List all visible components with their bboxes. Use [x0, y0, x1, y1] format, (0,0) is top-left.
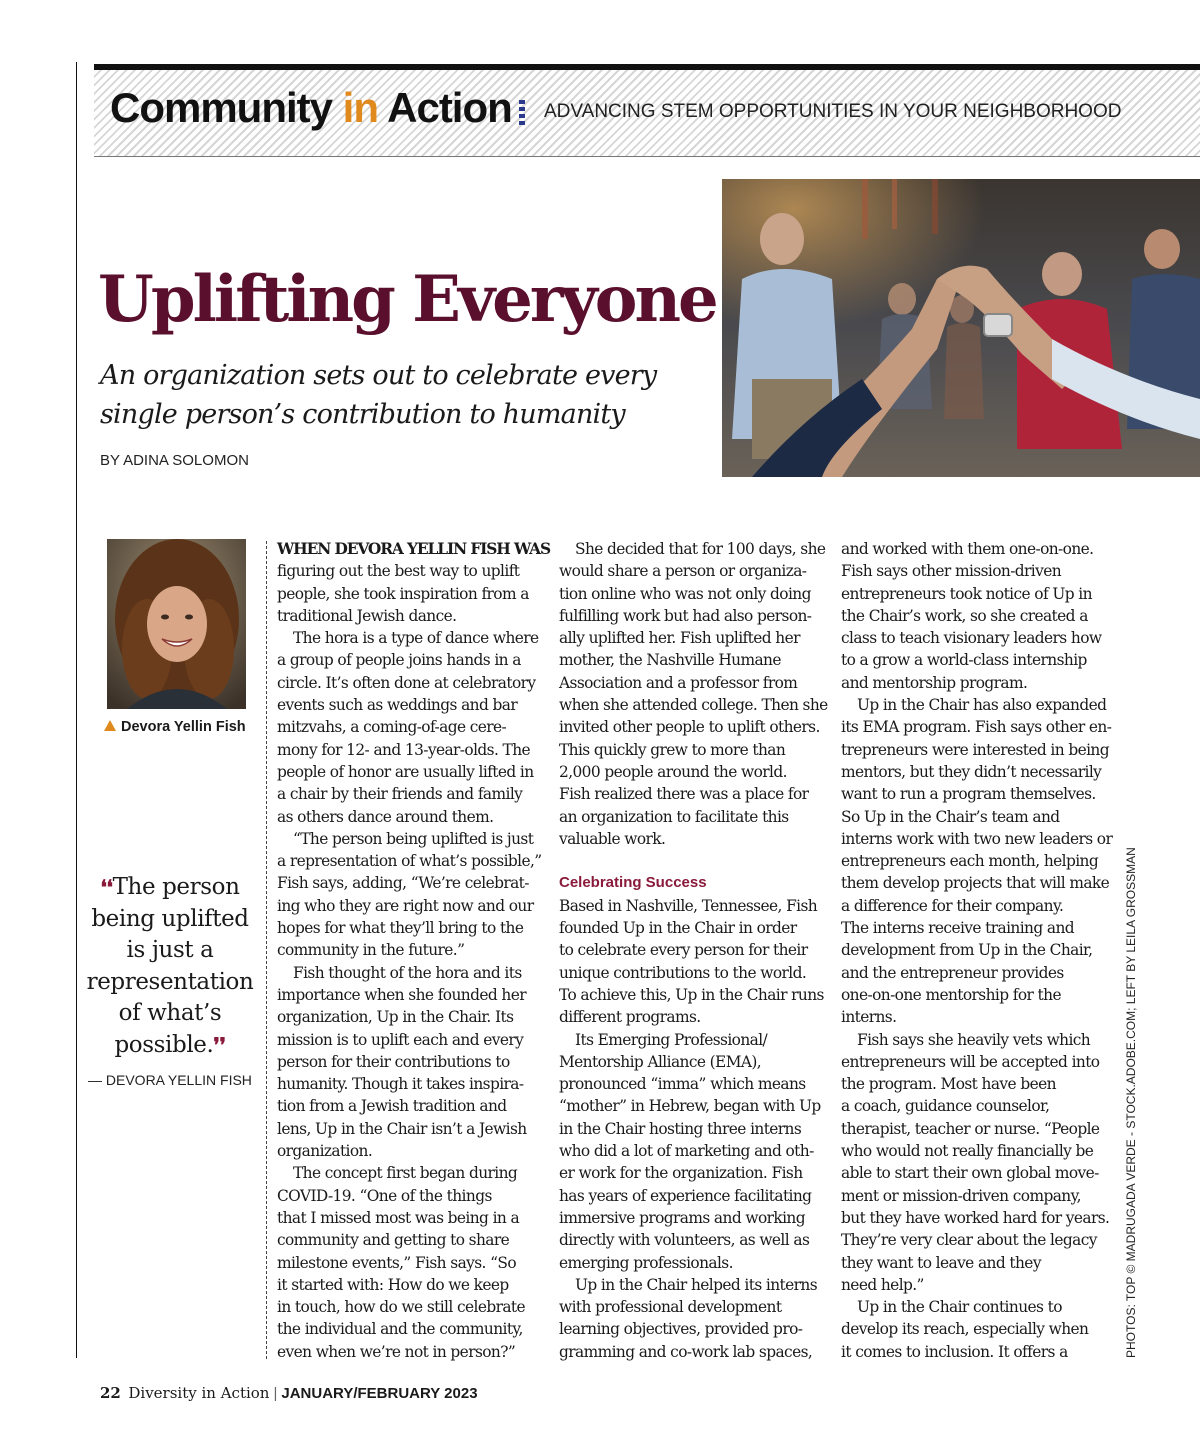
column-dashed-rule: [266, 541, 267, 1359]
body-line: it comes to inclusion. It offers a: [841, 1342, 1068, 1361]
body-line: er work for the organization. Fish: [559, 1164, 803, 1183]
magazine-name: Diversity in Action: [128, 1384, 270, 1402]
body-line: The interns receive training and: [841, 919, 1075, 938]
page-number: 22: [100, 1384, 121, 1402]
body-line: different programs.: [559, 1008, 701, 1027]
body-line: immersive programs and working: [559, 1208, 805, 1227]
body-line: Up in the Chair helped its interns: [575, 1275, 818, 1294]
footer-divider: |: [273, 1385, 278, 1402]
body-line: learning objectives, provided pro-: [559, 1320, 803, 1339]
body-line: Fish thought of the hora and its: [293, 963, 522, 982]
body-line: fulfilling work but had also person-: [559, 606, 812, 625]
body-line: She decided that for 100 days, she: [575, 540, 826, 558]
dek-line-1: An organization sets out to celebrate every: [100, 360, 657, 391]
article-dek: [100, 356, 700, 434]
body-line: emerging professionals.: [559, 1253, 733, 1272]
subhead-celebrating-success: Celebrating Success: [559, 874, 707, 892]
body-line: that I missed most was being in a: [277, 1208, 520, 1227]
article-byline: BY ADINA SOLOMON: [100, 452, 249, 469]
body-line: interns.: [841, 1008, 897, 1027]
body-line: mony for 12- and 13-year-olds. The: [277, 740, 531, 759]
body-column-3: [841, 538, 1113, 1363]
body-line: 2,000 people around the world.: [559, 762, 787, 781]
body-line: To achieve this, Up in the Chair runs: [559, 985, 824, 1004]
body-line: entrepreneurs took notice of Up in: [841, 584, 1092, 603]
body-line: events such as weddings and bar: [277, 696, 518, 715]
body-line: one-on-one mentorship for the: [841, 985, 1061, 1004]
body-line: ment or mission-driven company,: [841, 1186, 1081, 1205]
portrait-photo: [107, 539, 246, 709]
body-line: and mentorship program.: [841, 673, 1028, 692]
body-line: person for their contributions to: [277, 1052, 510, 1071]
body-column-2: [559, 538, 828, 1363]
hero-photo-image: [722, 179, 1200, 477]
body-line: Fish says she heavily vets which: [857, 1030, 1091, 1049]
body-line: traditional Jewish dance.: [277, 606, 457, 625]
photo-credit: PHOTOS: TOP © MADRUGADA VERDE - STOCK.ADOBE.COM; LEFT BY LEILA GROSSMAN: [1124, 847, 1138, 1358]
body-line: directly with volunteers, as well as: [559, 1231, 810, 1250]
body-line: entrepreneurs will be accepted into: [841, 1052, 1100, 1071]
body-line: who did a lot of marketing and oth-: [559, 1142, 814, 1161]
body-line: organization, Up in the Chair. Its: [277, 1008, 514, 1027]
body-line: ally uplifted her. Fish uplifted her: [559, 629, 800, 648]
body-line: to celebrate every person for their: [559, 941, 808, 960]
triangle-icon: [104, 720, 116, 731]
section-subtitle: ADVANCING STEM OPPORTUNITIES IN YOUR NEIGHBORHOOD: [544, 101, 1122, 122]
pull-quote-attribution: — DEVORA YELLIN FISH: [88, 1072, 252, 1088]
body-line: Based in Nashville, Tennessee, Fish: [559, 896, 818, 915]
body-line: Fish says other mission-driven: [841, 562, 1062, 581]
open-quote-icon: ❛❛: [100, 875, 113, 899]
body-line: people of honor are usually lifted in: [277, 762, 534, 781]
body-line: who would not really financially be: [841, 1142, 1094, 1161]
paragraph-gap: [559, 850, 823, 872]
body-line: with professional development: [559, 1298, 782, 1317]
body-line: Mentorship Alliance (EMA),: [559, 1052, 762, 1071]
body-line: mitzvahs, a coming-of-age cere-: [277, 718, 507, 737]
body-line: a group of people joins hands in a: [277, 651, 521, 670]
body-line: them develop projects that will make: [841, 874, 1110, 893]
body-line: want to run a program themselves.: [841, 785, 1096, 804]
body-line: need help.”: [841, 1275, 924, 1294]
page-left-rule: [76, 62, 77, 1358]
body-line: but they have worked hard for years.: [841, 1208, 1110, 1227]
article-headline: Uplifting Everyone: [98, 262, 716, 337]
body-line: a chair by their friends and family: [277, 785, 523, 804]
body-line: founded Up in the Chair in order: [559, 919, 797, 938]
body-line: ing who they are right now and our: [277, 896, 534, 915]
body-line: The hora is a type of dance where: [293, 629, 539, 648]
body-line: So Up in the Chair’s team and: [841, 807, 1060, 826]
body-line: interns work with two new leaders or: [841, 829, 1113, 848]
section-title: [110, 84, 512, 132]
body-line: and worked with them one-on-one.: [841, 540, 1094, 558]
body-line: the individual and the community,: [277, 1320, 523, 1339]
body-line: Association and a professor from: [559, 673, 798, 692]
body-line: a representation of what’s possible,”: [277, 852, 542, 871]
body-line: milestone events,” Fish says. “So: [277, 1253, 517, 1272]
body-line: in touch, how do we still celebrate: [277, 1298, 526, 1317]
body-line: the Chair’s work, so she created a: [841, 606, 1088, 625]
body-line: develop its reach, especially when: [841, 1320, 1089, 1339]
body-line: WHEN DEVORA YELLIN FISH WAS: [277, 540, 551, 558]
page-footer: [100, 1384, 478, 1403]
body-line: They’re very clear about the legacy: [841, 1231, 1097, 1250]
section-divider-dots: [519, 100, 525, 126]
body-line: pronounced “imma” which means: [559, 1075, 806, 1094]
body-line: importance when she founded her: [277, 985, 526, 1004]
close-quote-icon: ❜❜: [213, 1032, 226, 1057]
body-line: humanity. Though it takes inspira-: [277, 1075, 524, 1094]
pull-quote: [82, 872, 258, 1061]
body-line: “mother” in Hebrew, began with Up: [559, 1097, 821, 1116]
body-line: valuable work.: [559, 829, 666, 848]
body-line: the program. Most have been: [841, 1075, 1056, 1094]
portrait-caption-text: Devora Yellin Fish: [121, 719, 246, 735]
body-line: Up in the Chair has also expanded: [857, 696, 1107, 715]
body-line: mother, the Nashville Humane: [559, 651, 781, 670]
body-line: “The person being uplifted is just: [293, 829, 534, 848]
body-line: even when we’re not in person?”: [277, 1342, 516, 1361]
body-line: would share a person or organiza-: [559, 562, 807, 581]
body-line: hopes for what they’ll bring to the: [277, 919, 524, 938]
body-line: community in the future.”: [277, 941, 465, 960]
body-line: a difference for their company.: [841, 896, 1064, 915]
body-line: This quickly grew to more than: [559, 740, 786, 759]
body-line: community and getting to share: [277, 1231, 510, 1250]
body-line: Up in the Chair continues to: [857, 1298, 1062, 1317]
body-line: class to teach visionary leaders how: [841, 629, 1102, 648]
body-line: mission is to uplift each and every: [277, 1030, 524, 1049]
section-title-accent: in: [342, 84, 378, 131]
body-line: a coach, guidance counselor,: [841, 1097, 1050, 1116]
body-line: they want to leave and they: [841, 1253, 1041, 1272]
section-title-part2: Action: [387, 84, 512, 131]
section-title-part1: Community: [110, 84, 332, 131]
body-line: figuring out the best way to uplift: [277, 562, 520, 581]
pull-quote-text: The person being uplifted is just a representation of what’s possible.: [86, 874, 254, 1058]
body-column-1: [277, 538, 551, 1363]
body-line: Fish says, adding, “We’re celebrat-: [277, 874, 529, 893]
portrait-photo-image: [107, 539, 246, 709]
body-line: an organization to facilitate this: [559, 807, 789, 826]
body-line: invited other people to uplift others.: [559, 718, 820, 737]
body-line: people, she took inspiration from a: [277, 584, 529, 603]
body-line: entrepreneurs each month, helping: [841, 852, 1099, 871]
body-line: in the Chair hosting three interns: [559, 1119, 802, 1138]
body-line: able to start their own global move-: [841, 1164, 1099, 1183]
body-line: tion online who was not only doing: [559, 584, 811, 603]
body-line: its EMA program. Fish says other en-: [841, 718, 1112, 737]
body-line: trepreneurs were interested in being: [841, 740, 1109, 759]
body-line: therapist, teacher or nurse. “People: [841, 1119, 1100, 1138]
body-line: Fish realized there was a place for: [559, 785, 809, 804]
portrait-caption: [104, 719, 246, 735]
body-line: it started with: How do we keep: [277, 1275, 509, 1294]
hero-photo: [722, 179, 1200, 477]
body-line: as others dance around them.: [277, 807, 494, 826]
body-line: Its Emerging Professional/: [575, 1030, 768, 1049]
body-line: and the entrepreneur provides: [841, 963, 1064, 982]
body-line: has years of experience facilitating: [559, 1186, 812, 1205]
body-line: gramming and co-work lab spaces,: [559, 1342, 813, 1361]
body-line: COVID-19. “One of the things: [277, 1186, 492, 1205]
body-line: development from Up in the Chair,: [841, 941, 1093, 960]
body-line: tion from a Jewish tradition and: [277, 1097, 507, 1116]
body-line: The concept first began during: [293, 1164, 518, 1183]
body-line: unique contributions to the world.: [559, 963, 807, 982]
issue-date: JANUARY/FEBRUARY 2023: [281, 1385, 478, 1402]
body-line: organization.: [277, 1142, 373, 1161]
dek-line-2: single person’s contribution to humanity: [100, 399, 625, 430]
body-line: when she attended college. Then she: [559, 696, 828, 715]
body-line: lens, Up in the Chair isn’t a Jewish: [277, 1119, 527, 1138]
body-line: mentors, but they didn’t necessarily: [841, 762, 1102, 781]
body-line: circle. It’s often done at celebratory: [277, 673, 536, 692]
body-line: to a grow a world-class internship: [841, 651, 1087, 670]
